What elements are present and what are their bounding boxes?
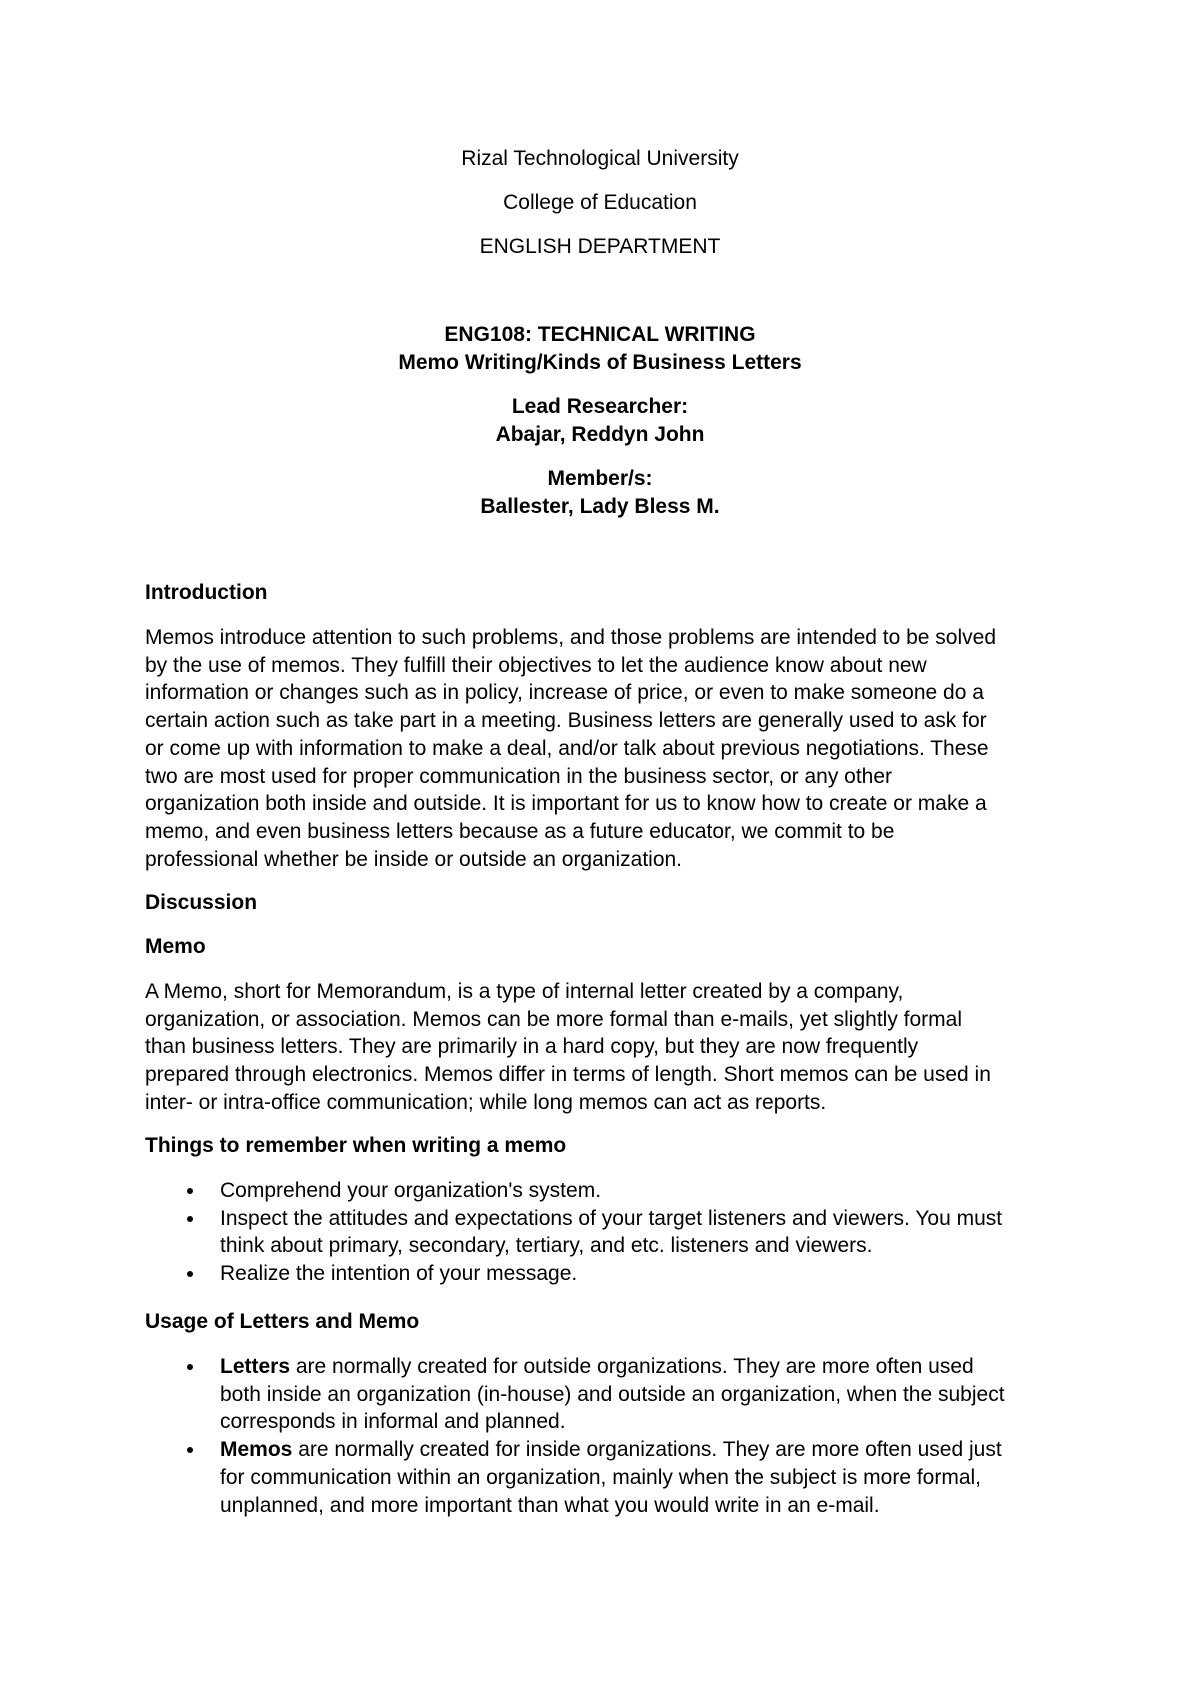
- usage-text: are normally created for outside organizations. They are more often used: [290, 1355, 974, 1378]
- list-item-text: Realize the intention of your message.: [220, 1262, 578, 1286]
- usage-text: are normally created for inside organizations. They are more often used just: [292, 1438, 1002, 1462]
- list-item-text: Inspect the attitudes and expectations of your target listeners and viewers. You must: [220, 1206, 1003, 1230]
- introduction-line: certain action such as take part in a meeting. Business letters are generally used to ask for: [145, 709, 987, 733]
- bullet-icon: [187, 1188, 193, 1194]
- list-item-text: corresponds in informal and planned.: [220, 1410, 566, 1434]
- list-item: [145, 1260, 1065, 1288]
- department-name: ENGLISH DEPARTMENT: [479, 235, 721, 258]
- course-title: ENG108: TECHNICAL WRITING: [444, 323, 756, 346]
- list-item: [145, 1436, 1065, 1519]
- list-item-text: for communication within an organization, mainly when the subject is more formal,: [220, 1465, 982, 1489]
- memo-line: than business letters. They are primarily in a hard copy, but they are now frequently: [145, 1035, 919, 1059]
- list-item-text: think about primary, secondary, tertiary, and etc. listeners and viewers.: [220, 1234, 873, 1258]
- memo-line: prepared through electronics. Memos differ in terms of length. Short memos can be used in: [145, 1063, 991, 1087]
- memo-line: inter- or intra-office communication; while long memos can act as reports.: [145, 1090, 827, 1114]
- introduction-line: professional whether be inside or outside an organization.: [145, 847, 683, 871]
- university-name: Rizal Technological University: [461, 147, 739, 170]
- lead-researcher-name: Abajar, Reddyn John: [495, 423, 705, 446]
- usage-term: Memos: [220, 1438, 293, 1462]
- bullet-icon: [187, 1447, 193, 1453]
- bullet-icon: [187, 1364, 193, 1370]
- introduction-line: two are most used for proper communication in the business sector, or any other: [145, 764, 893, 788]
- discussion-heading: Discussion: [145, 891, 258, 914]
- introduction-line: information or changes such as in policy, increase of price, or even to make someone do a: [145, 681, 984, 705]
- memo-paragraph: [145, 978, 1045, 1117]
- memo-heading: Memo: [145, 935, 206, 958]
- bullet-icon: [187, 1271, 193, 1277]
- college-name: College of Education: [503, 191, 697, 214]
- introduction-line: memo, and even business letters because as a future educator, we commit to be: [145, 819, 895, 843]
- memo-line: A Memo, short for Memorandum, is a type of internal letter created by a company,: [145, 980, 904, 1003]
- list-item: [145, 1353, 1065, 1436]
- things-to-remember-list: [145, 1177, 1065, 1288]
- list-item: [145, 1205, 1065, 1260]
- introduction-line: organization both inside and outside. It is important for us to know how to create or make a: [145, 792, 987, 816]
- lead-researcher-label: Lead Researcher:: [511, 395, 689, 418]
- usage-term: Letters: [220, 1355, 291, 1378]
- things-to-remember-heading: Things to remember when writing a memo: [145, 1134, 567, 1157]
- bullet-icon: [187, 1216, 193, 1222]
- member-name: Ballester, Lady Bless M.: [480, 495, 720, 518]
- members-label: Member/s:: [547, 467, 653, 490]
- introduction-heading: Introduction: [145, 581, 268, 604]
- list-item-text: both inside an organization (in-house) and outside an organization, when the subject: [220, 1382, 1005, 1406]
- introduction-line: by the use of memos. They fulfill their objectives to let the audience know about new: [145, 653, 927, 677]
- introduction-line: Memos introduce attention to such problems, and those problems are intended to be solved: [145, 626, 997, 649]
- introduction-paragraph: [145, 624, 1045, 873]
- memo-line: organization, or association. Memos can be more formal than e-mails, yet slightly formal: [145, 1007, 963, 1031]
- list-item-text: Comprehend your organization's system.: [220, 1179, 602, 1202]
- list-item: [145, 1177, 1065, 1205]
- list-item-text: [220, 1353, 1065, 1381]
- list-item-text: unplanned, and more important than what you would write in an e-mail.: [220, 1493, 880, 1517]
- introduction-line: or come up with information to make a deal, and/or talk about previous negotiations. These: [145, 736, 989, 760]
- usage-heading: Usage of Letters and Memo: [145, 1310, 420, 1333]
- usage-list: [145, 1353, 1065, 1519]
- topic-title: Memo Writing/Kinds of Business Letters: [398, 351, 802, 374]
- list-item-text: [220, 1436, 1065, 1464]
